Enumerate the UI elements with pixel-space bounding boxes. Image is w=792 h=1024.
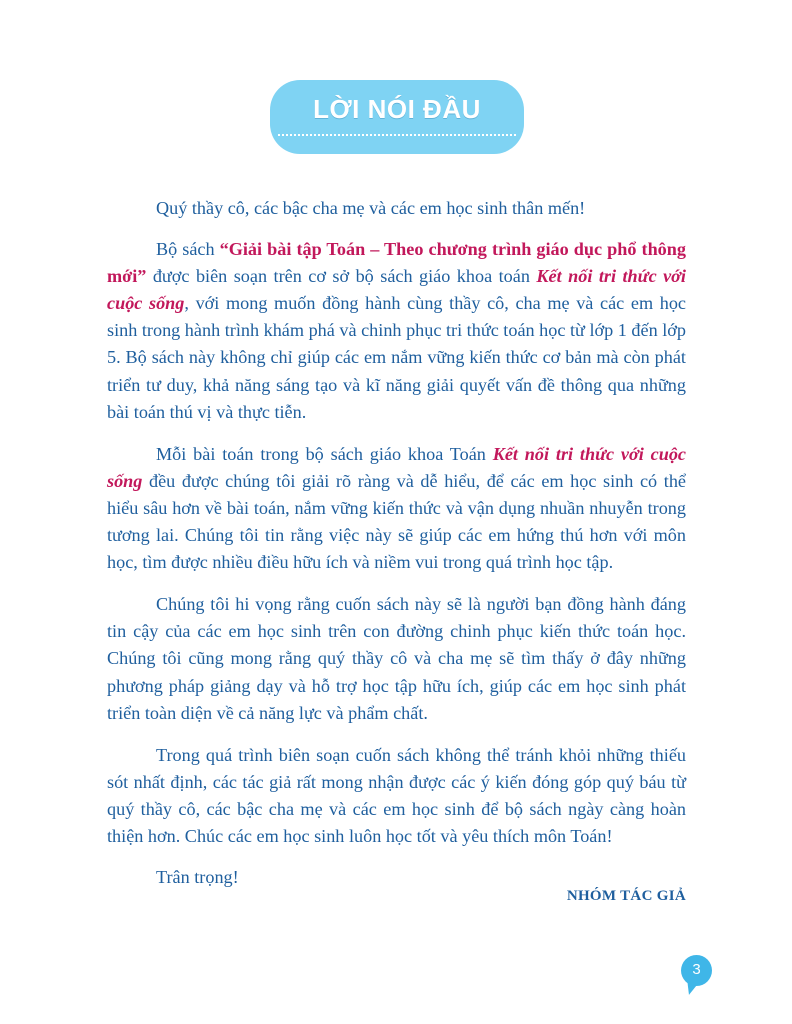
book-title: “Giải bài tập Toán – Theo chương trình giáo dục phổ thông mới” xyxy=(107,239,686,287)
p1-lead: Bộ sách xyxy=(156,239,220,260)
series-name: Kết nối tri thức với cuộc sống xyxy=(107,266,686,314)
signature: NHÓM TÁC GIẢ xyxy=(566,888,686,904)
p2-rest: đều được chúng tôi giải rõ ràng và dễ hiểu, để các em học sinh có thể hiểu sâu hơn về bài toán, nắm vững kiến thức và vận dụng nhuần nhuyễn trong tương lai. Chúng tôi tin rằng việc này sẽ giúp các em hứng thú hơn với môn học, tìm được nhiều điều hữu ích và niềm vui trong quá trình học tập. xyxy=(107,470,686,573)
title-dotted-divider xyxy=(278,134,516,136)
series-name: Kết nối tri thức với cuộc sống xyxy=(107,443,686,491)
paragraph-4: Trong quá trình biên soạn cuốn sách không thể tránh khỏi những thiếu sót nhất định, các tác giả rất mong nhận được các ý kiến đóng góp quý báu từ quý thầy cô, các bậc cha mẹ và các em học sinh để bộ sách ngày càng hoàn thiện hơn. Chúc các em học sinh luôn học tốt và yêu thích môn Toán! xyxy=(107,744,686,846)
page-number: 3 xyxy=(692,961,701,978)
page-number-badge xyxy=(681,955,712,986)
paragraph-3: Chúng tôi hi vọng rằng cuốn sách này sẽ là người bạn đồng hành đáng tin cậy của các em học sinh trên con đường chinh phục kiến thức toán học. Chúng tôi cũng mong rằng quý thầy cô và cha mẹ sẽ tìm thấy ở đây những phương pháp giảng dạy và hỗ trợ học tập hữu ích, giúp các em học sinh phát triển toàn diện về cả năng lực và phẩm chất. xyxy=(107,594,686,723)
closing-line: Trân trọng! xyxy=(156,867,239,888)
p1-rest: , với mong muốn đồng hành cùng thầy cô, cha mẹ và các em học sinh trong hành trình khám phá và chinh phục tri thức toán học từ lớp 1 đến lớp 5. Bộ sách này không chỉ giúp các em nắm vững kiến thức cơ bản mà còn phát triển tư duy, khả năng sáng tạo và kĩ năng giải quyết vấn đề thông qua những bài toán thú vị và thực tiễn. xyxy=(107,293,687,422)
paragraph-2 xyxy=(107,441,686,576)
preface-body xyxy=(107,195,686,906)
greeting-paragraph: Quý thầy cô, các bậc cha mẹ và các em học sinh thân mến! xyxy=(156,198,586,218)
title-banner xyxy=(270,80,524,154)
p1-mid: được biên soạn trên cơ sở bộ sách giáo khoa toán xyxy=(146,266,537,287)
page-title: LỜI NÓI ĐẦU xyxy=(313,94,481,124)
paragraph-1 xyxy=(107,236,686,426)
p2-lead: Mỗi bài toán trong bộ sách giáo khoa Toán xyxy=(156,443,493,464)
